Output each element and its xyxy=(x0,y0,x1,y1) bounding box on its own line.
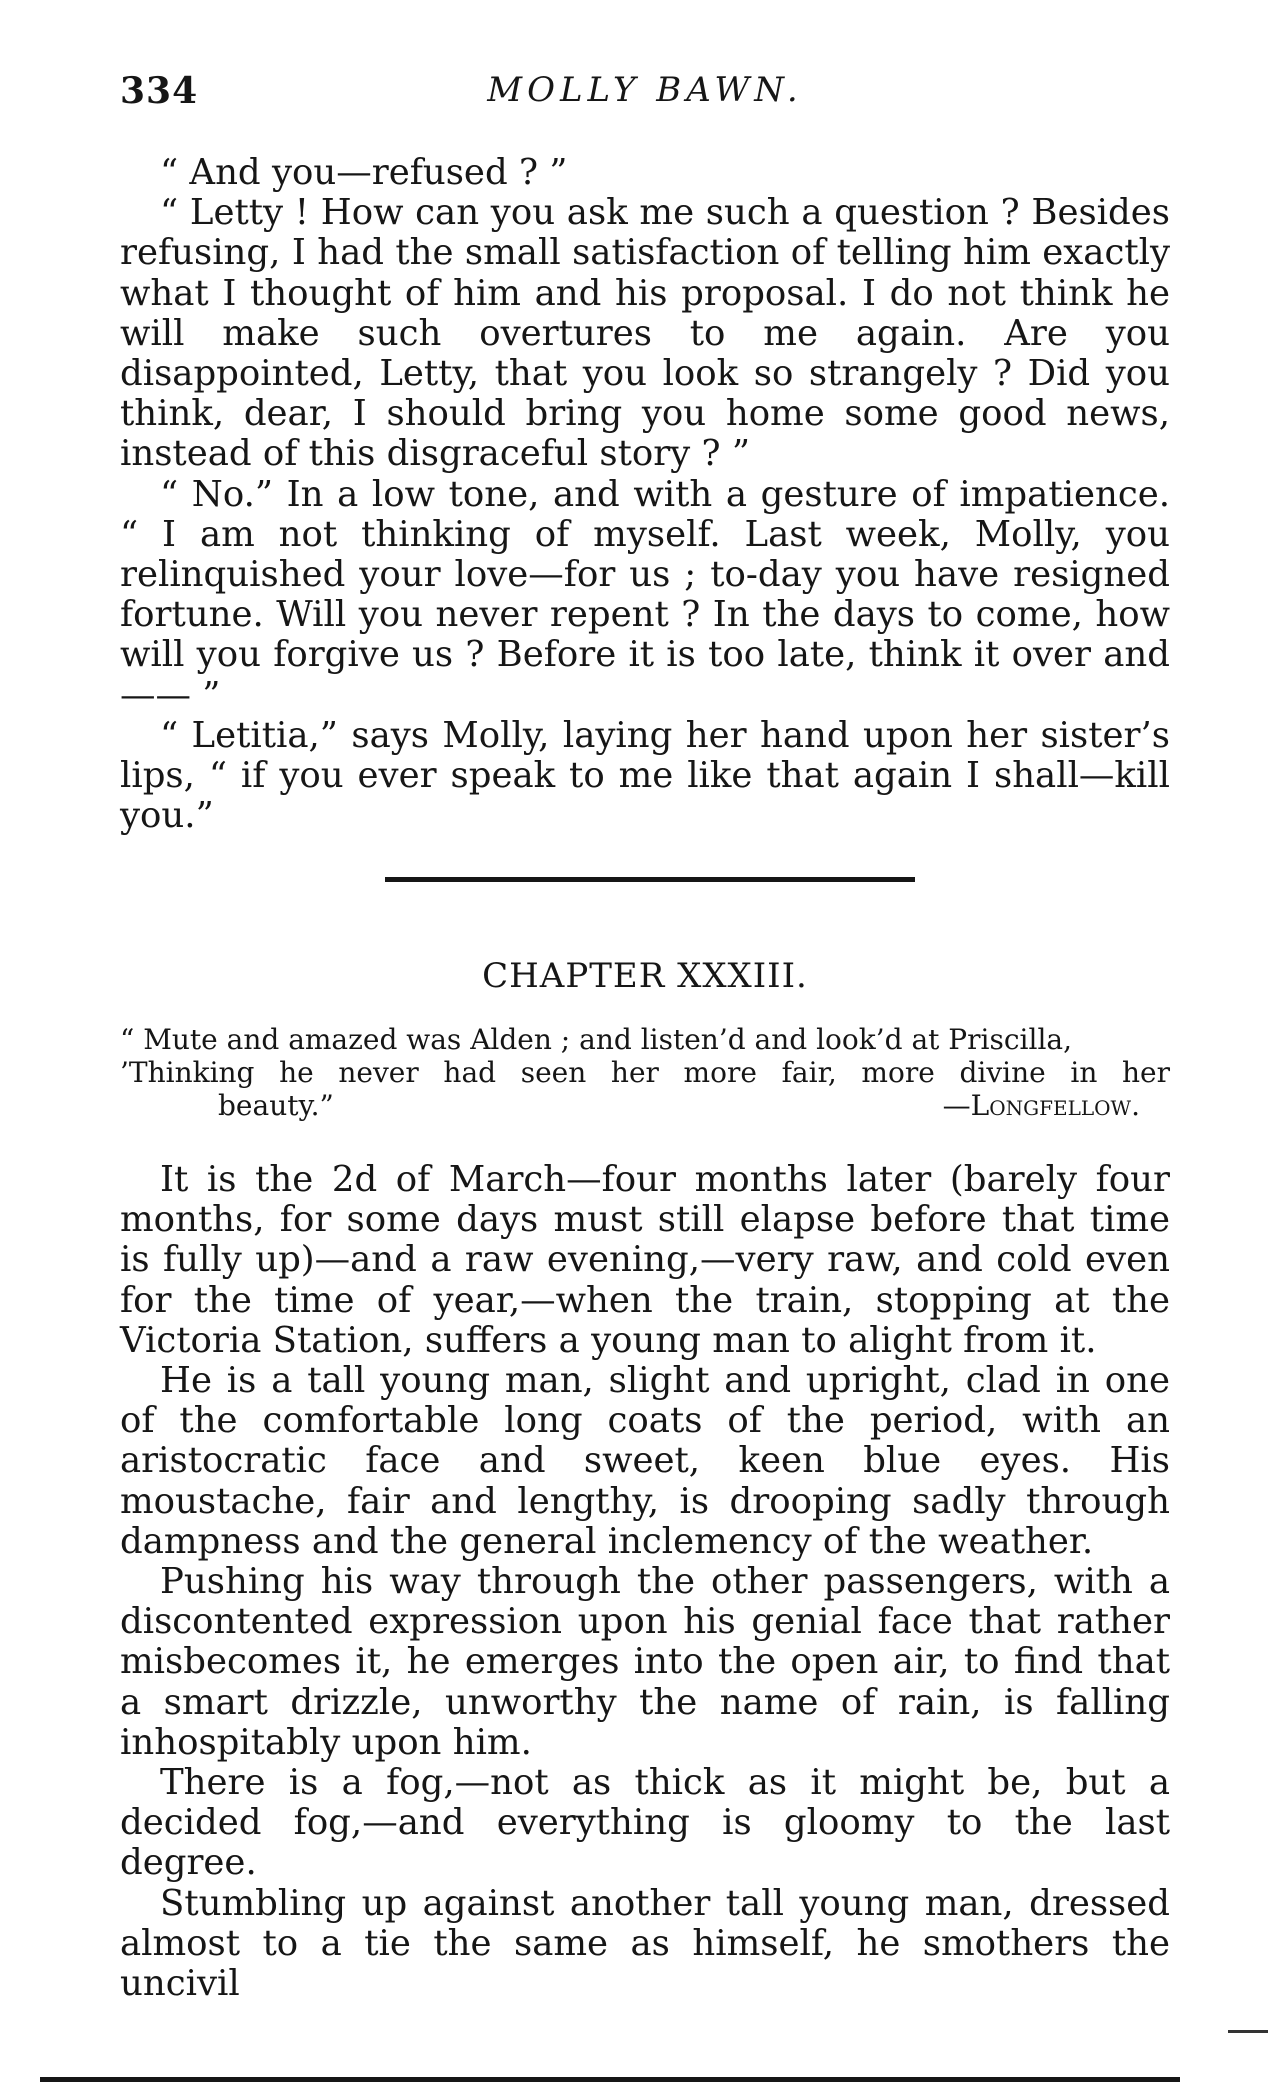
paragraph: It is the 2d of March—four months later (barely four months, for some days must still elapse before that time is fully up)—and a raw evening,—very raw, and cold even for the time of year,—when the train, stopping at the Victoria Station, suffers a young man to alight from it. xyxy=(120,1159,1170,1361)
epigraph-line: beauty.” xyxy=(218,1089,334,1122)
paragraph: Pushing his way through the other passengers, with a discontented expression upon his genial face that rather misbecomes it, he emerges into the open air, to find that a smart drizzle, unworthy the name of rain, is falling inhospitably upon him. xyxy=(120,1561,1170,1763)
paragraph: There is a fog,—not as thick as it might be, but a decided fog,—and everything is gloomy to the last degree. xyxy=(120,1762,1170,1884)
chapter-text xyxy=(120,1160,1170,2004)
epigraph-attribution: —Longfellow. xyxy=(942,1089,1140,1122)
section-divider xyxy=(385,877,915,882)
page-bottom-rule xyxy=(40,2077,1180,2082)
paragraph: “ Letty ! How can you ask me such a question ? Besides refusing, I had the small satisfaction of telling him exactly what I thought of him and his proposal. I do not think he will make such overtures to me again. Are you disappointed, Letty, that you look so strangely ? Did you think, dear, I should bring you home some good news, instead of this disgraceful story ? ” xyxy=(120,192,1170,475)
chapter-heading: CHAPTER XXXIII. xyxy=(482,956,808,996)
paragraph: He is a tall young man, slight and upright, clad in one of the comfortable long coats of the period, with an aristocratic face and sweet, keen blue eyes. His moustache, fair and lengthy, is drooping sadly through dampness and the general inclemency of the weather. xyxy=(120,1360,1170,1562)
epigraph-line: “ Mute and amazed was Alden ; and listen’d and look’d at Priscilla, xyxy=(120,1023,1072,1056)
paragraph: Stumbling up against another tall young man, dressed almost to a tie the same as himself, he smothers the uncivil xyxy=(120,1882,1170,2005)
paragraph: “ And you—refused ? ” xyxy=(160,152,568,193)
dialogue-section xyxy=(120,153,1170,836)
paragraph: “ Letitia,” says Molly, laying her hand upon her sister’s lips, “ if you ever speak to me like that again I shall—kill you.” xyxy=(120,714,1170,837)
page-number: 334 xyxy=(120,70,199,112)
page-header xyxy=(120,70,1170,122)
running-title: MOLLY BAWN. xyxy=(487,70,803,110)
epigraph xyxy=(120,1023,1170,1122)
epigraph-line: ’Thinking he never had seen her more fair, more divine in her xyxy=(120,1056,1170,1089)
paragraph: “ No.” In a low tone, and with a gesture of impatience. “ I am not thinking of myself. Last week, Molly, you relinquished your love—for us ; to-day you have resigned fortune. Will you never repent ? In the days to come, how will you forgive us ? Before it is too late, think it over and—— ” xyxy=(120,473,1170,716)
epigraph-last-line xyxy=(120,1089,1170,1122)
page-edge-mark xyxy=(1228,2030,1268,2033)
